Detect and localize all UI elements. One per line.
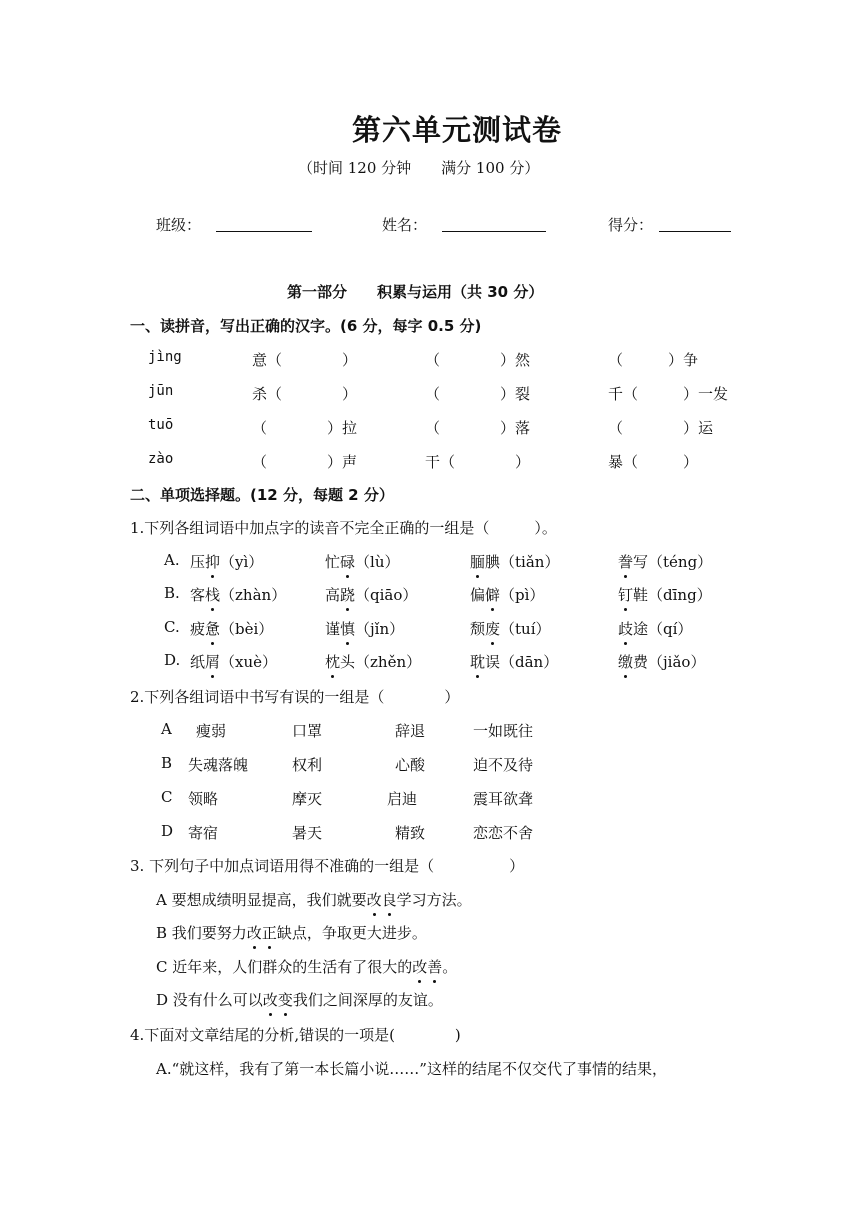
- fill-blank: （ ）争: [608, 351, 699, 369]
- score-blank[interactable]: [659, 231, 731, 232]
- fill-blank: （ ）然: [425, 351, 531, 369]
- dotted-word: 枕头（zhěn）: [325, 653, 422, 671]
- dotted-word: 腼腆（tiǎn）: [470, 553, 560, 571]
- dotted-char: 碌: [340, 553, 356, 571]
- class-blank[interactable]: [216, 231, 312, 232]
- option-text: C 近年来，人们群众的生活有了很大的改善。: [156, 958, 458, 976]
- word-cell: 领略: [188, 790, 219, 808]
- dotted-char: 变: [277, 991, 293, 1009]
- fill-blank: （ ）拉: [252, 419, 358, 437]
- part-heading: 第一部分 积累与运用（共 30 分）: [287, 283, 544, 301]
- class-label: 班级：: [156, 216, 202, 234]
- question-stem: 2.下列各组词语中书写有误的一组是（ ）: [130, 688, 460, 706]
- dotted-word: 缴费（jiǎo）: [618, 653, 706, 671]
- word-cell: 寄宿: [188, 824, 219, 842]
- word-cell: 震耳欲聋: [473, 790, 534, 808]
- dotted-char: 腼: [470, 553, 486, 571]
- dotted-char: 缴: [618, 653, 634, 671]
- option-letter: B: [161, 754, 173, 772]
- pinyin: tuō: [148, 417, 174, 433]
- dotted-char: 誊: [618, 553, 634, 571]
- name-label: 姓名：: [382, 216, 428, 234]
- word-cell: 辞退: [395, 722, 426, 740]
- word-cell: 失魂落魄: [188, 756, 249, 774]
- option-letter: A.: [164, 551, 180, 569]
- dotted-word: 纸屑（xuè）: [190, 653, 278, 671]
- dotted-word: 客栈（zhàn）: [190, 586, 287, 604]
- option-text: D 没有什么可以改变我们之间深厚的友谊。: [156, 991, 443, 1009]
- dotted-char: 改: [412, 958, 428, 976]
- dotted-char: 歧: [618, 620, 634, 638]
- dotted-char: 改: [262, 991, 278, 1009]
- fill-blank: 暴（ ）: [608, 453, 699, 471]
- option-letter: D.: [164, 651, 181, 669]
- name-blank[interactable]: [442, 231, 546, 232]
- word-cell: 权利: [292, 756, 323, 774]
- dotted-word: [367, 891, 397, 909]
- fill-blank: 干（ ）: [425, 453, 531, 471]
- question-stem: 1.下列各组词语中加点字的读音不完全正确的一组是（ ）。: [130, 519, 557, 537]
- dotted-char: 废: [485, 620, 501, 638]
- pinyin: zào: [148, 451, 174, 467]
- fill-blank: （ ）声: [252, 453, 358, 471]
- option-letter: A: [161, 720, 172, 738]
- dotted-char: 正: [261, 924, 277, 942]
- word-cell: 启迪: [387, 790, 418, 808]
- fill-blank: 千（ ）一发: [608, 385, 729, 403]
- option-text: A 要想成绩明显提高，我们就要改良学习方法。: [156, 891, 472, 909]
- dotted-char: 僻: [485, 586, 501, 604]
- word-cell: 心酸: [395, 756, 426, 774]
- dotted-word: [247, 924, 277, 942]
- dotted-word: 颓废（tuí）: [470, 620, 551, 638]
- dotted-char: 改: [366, 891, 382, 909]
- option-text: B 我们要努力改正缺点，争取更大进步。: [156, 924, 427, 942]
- fill-blank: 杀（ ）: [252, 385, 358, 403]
- word-cell: 迫不及待: [473, 756, 534, 774]
- dotted-word: 高跷（qiāo）: [325, 586, 418, 604]
- word-cell: 恋恋不舍: [473, 824, 534, 842]
- question-stem: 4.下面对文章结尾的分析,错误的一项是( ): [130, 1026, 461, 1044]
- section-heading: 二、单项选择题。(12 分，每题 2 分）: [130, 486, 394, 504]
- option-text: A.“就这样，我有了第一本长篇小说……”这样的结尾不仅交代了事情的结果，: [156, 1060, 667, 1078]
- dotted-word: 誊写（téng）: [618, 553, 713, 571]
- dotted-char: 抑: [205, 553, 221, 571]
- dotted-word: 压抑（yì）: [190, 553, 264, 571]
- pinyin: jūn: [148, 383, 174, 399]
- dotted-char: 屑: [205, 653, 221, 671]
- dotted-char: 良: [381, 891, 397, 909]
- word-cell: 摩灭: [292, 790, 323, 808]
- dotted-char: 耽: [470, 653, 486, 671]
- dotted-char: 栈: [205, 586, 221, 604]
- page-title: 第六单元测试卷: [352, 113, 563, 147]
- dotted-word: [412, 958, 442, 976]
- fill-blank: （ ）落: [425, 419, 531, 437]
- dotted-char: 慎: [340, 620, 356, 638]
- dotted-word: 谨慎（jǐn）: [325, 620, 405, 638]
- dotted-char: 善: [427, 958, 443, 976]
- dotted-word: 忙碌（lù）: [325, 553, 400, 571]
- word-cell: 一如既往: [473, 722, 534, 740]
- dotted-word: 歧途（qí）: [618, 620, 693, 638]
- dotted-char: 枕: [325, 653, 341, 671]
- fill-blank: 意（ ）: [252, 351, 358, 369]
- section-heading: 一、读拼音，写出正确的汉字。(6 分，每字 0.5 分): [130, 317, 482, 335]
- dotted-char: 改: [246, 924, 262, 942]
- fill-blank: （ ）运: [608, 419, 714, 437]
- option-letter: C.: [164, 618, 180, 636]
- dotted-word: 耽误（dān）: [470, 653, 559, 671]
- dotted-char: 惫: [205, 620, 221, 638]
- dotted-char: 跷: [340, 586, 356, 604]
- dotted-word: [263, 991, 293, 1009]
- dotted-word: 疲惫（bèi）: [190, 620, 274, 638]
- option-letter: C: [161, 788, 173, 806]
- word-cell: 精致: [395, 824, 426, 842]
- word-cell: 口罩: [292, 722, 323, 740]
- question-stem: 3. 下列句子中加点词语用得不准确的一组是（ ）: [130, 857, 525, 875]
- page-subtitle: （时间 120 分钟 满分 100 分）: [298, 159, 540, 177]
- dotted-char: 钉: [618, 586, 634, 604]
- word-cell: 瘦弱: [196, 722, 227, 740]
- dotted-word: 偏僻（pì）: [470, 586, 545, 604]
- score-label: 得分：: [608, 216, 654, 234]
- option-letter: B.: [164, 584, 180, 602]
- option-letter: D: [161, 822, 174, 840]
- dotted-word: 钉鞋（dīng）: [618, 586, 712, 604]
- pinyin: jìng: [148, 349, 182, 365]
- fill-blank: （ ）裂: [425, 385, 531, 403]
- word-cell: 暑天: [292, 824, 323, 842]
